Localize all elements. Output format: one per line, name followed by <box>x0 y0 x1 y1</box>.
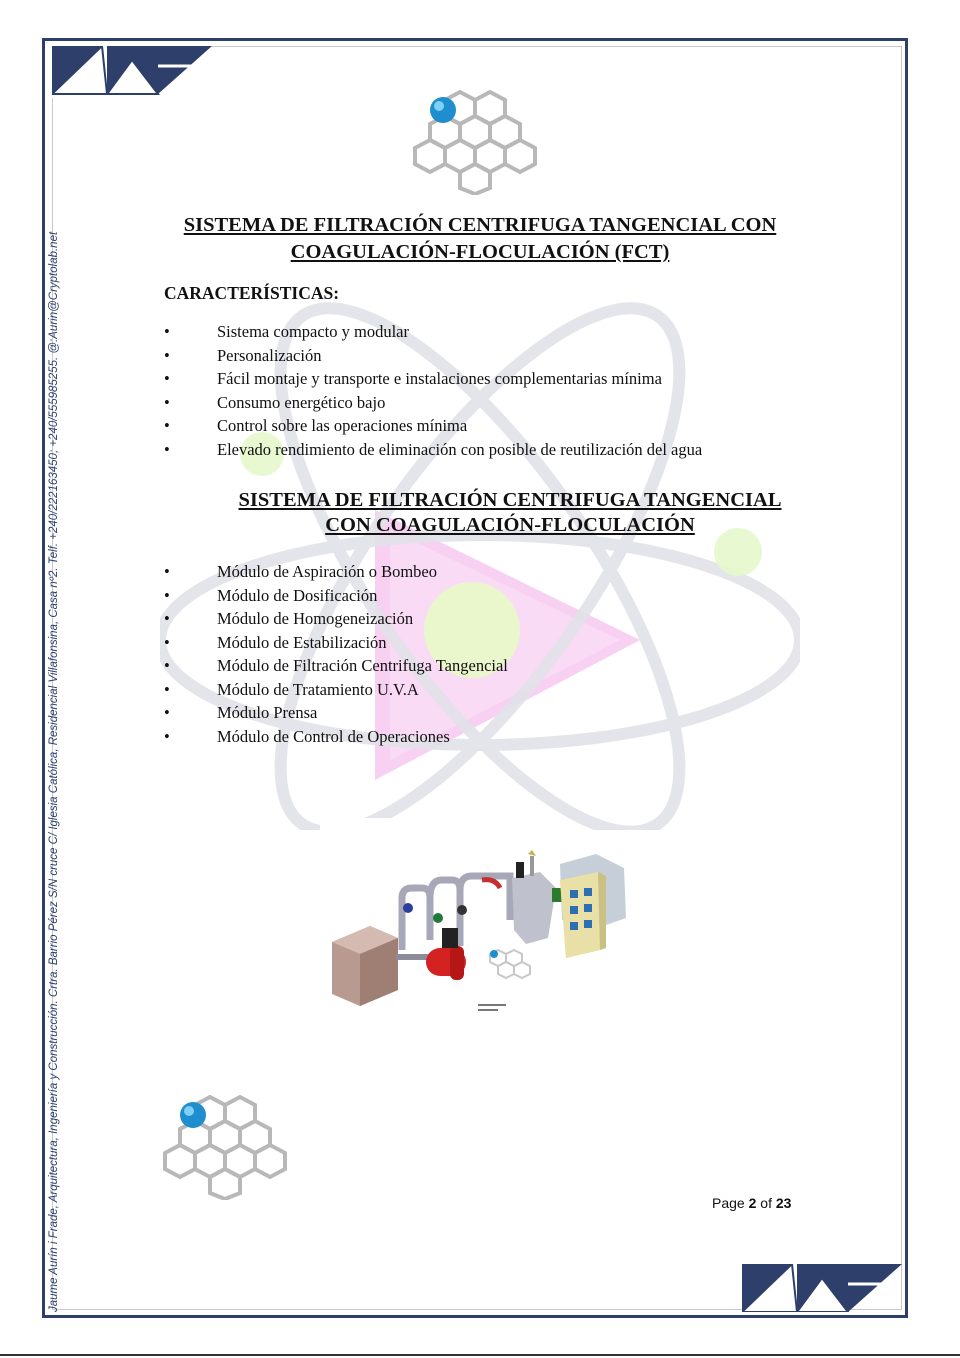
list-item: • Sistema compacto y modular <box>164 320 702 344</box>
bullet-icon: • <box>164 562 170 581</box>
list-item: • Módulo de Aspiración o Bombeo <box>164 560 508 584</box>
bullet-icon: • <box>164 345 170 365</box>
list-item: • Módulo de Tratamiento U.V.A <box>164 678 508 702</box>
characteristics-list <box>164 320 702 461</box>
bullet-icon: • <box>164 679 170 699</box>
bullet-icon: • <box>164 609 170 628</box>
bullet-icon: • <box>164 369 170 388</box>
molecule-logo-icon <box>405 90 545 195</box>
list-item: • Control sobre las operaciones mínima <box>164 414 702 438</box>
list-item: • Módulo de Control de Operaciones <box>164 725 508 749</box>
list-item: • Módulo Prensa <box>164 701 508 725</box>
brand-logo-icon <box>742 1264 902 1312</box>
page-number: Page 2 of 23 <box>712 1195 792 1211</box>
list-item: • Módulo de Estabilización <box>164 631 508 655</box>
list-item: • Fácil montaje y transporte e instalaciones complementarias mínima <box>164 367 702 391</box>
bullet-icon: • <box>164 632 170 652</box>
document-title: SISTEMA DE FILTRACIÓN CENTRIFUGA TANGENCIAL CON COAGULACIÓN-FLOCULACIÓN (FCT) <box>183 214 777 263</box>
bullet-icon: • <box>164 726 170 746</box>
bullet-icon: • <box>164 703 170 722</box>
bullet-icon: • <box>164 656 170 675</box>
molecule-logo-icon <box>155 1095 295 1200</box>
bullet-icon: • <box>164 439 170 459</box>
bullet-icon: • <box>164 322 170 341</box>
bottom-rule <box>0 1354 960 1356</box>
machine-illustration-icon <box>330 850 630 1020</box>
brand-logo-icon <box>52 46 212 98</box>
list-item: • Módulo de Filtración Centrifuga Tangencial <box>164 654 508 678</box>
characteristics-heading: CARACTERÍSTICAS: <box>164 283 340 303</box>
bullet-icon: • <box>164 392 170 412</box>
list-item: • Módulo de Dosificación <box>164 584 508 608</box>
list-item: • Elevado rendimiento de eliminación con posible de reutilización del agua <box>164 438 702 462</box>
list-item: • Módulo de Homogeneización <box>164 607 508 631</box>
side-contact-text: Jaume Aurín i Frade, Arquitectura, Ingeniería y Construcción. Crtra. Barrio Pérez S/N cruce C/ Iglesia Católica, Residencial Villafonsina, Casa nº2. Telf. +240/222163450; +240/555985255. @:Aurin@Cryptolab.net <box>48 231 60 1312</box>
list-item: • Consumo energético bajo <box>164 391 702 415</box>
modules-heading: SISTEMA DE FILTRACIÓN CENTRIFUGA TANGENCIAL CON COAGULACIÓN-FLOCULACIÓN <box>238 489 782 536</box>
bullet-icon: • <box>164 416 170 435</box>
modules-list <box>164 560 508 748</box>
list-item: • Personalización <box>164 344 702 368</box>
bullet-icon: • <box>164 585 170 605</box>
